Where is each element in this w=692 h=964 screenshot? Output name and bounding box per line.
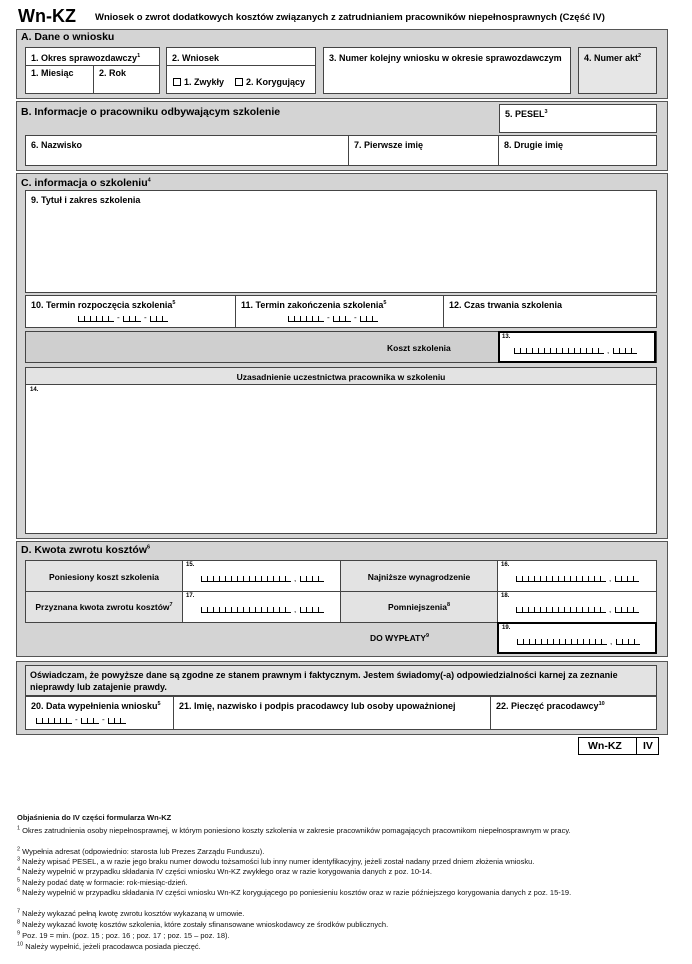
field-3-label: 3. Numer kolejny wniosku w okresie sprawozdawczym [329, 53, 562, 63]
note-5: $^5$ Należy podać datę w formacie: rok-miesiąc-dzień. [17, 877, 188, 887]
form-title: Wniosek o zwrot dodatkowych kosztów związanych z zatrudnianiem pracowników niepełnosprawnych (Część IV) [95, 12, 605, 23]
field-19-payout[interactable]: 19. , [497, 622, 657, 654]
field-7-label: 7. Pierwsze imię [354, 140, 424, 150]
field-3-sequence-number[interactable] [323, 47, 571, 94]
checkbox-regular-label: 1. Zwykły [184, 77, 225, 87]
field-12-label: 12. Czas trwania szkolenia [449, 300, 563, 310]
field-4-file-number[interactable]: 4. Numer akt$^2$ [578, 47, 657, 94]
section-b-title: B. Informacje o pracowniku odbywającym szkolenie [21, 106, 281, 118]
field-1-month-label: 1. Miesiąc [31, 68, 74, 78]
field-9-label: 9. Tytuł i zakres szkolenia [31, 195, 141, 205]
field-1-period[interactable]: 1. Okres sprawozdawczy$^1$ 1. Miesiąc 2. Rok [25, 47, 160, 94]
field-22-stamp[interactable]: 22. Pieczęć pracodawcy$^{10}$ [490, 696, 657, 730]
field-20-fill-date[interactable]: 20. Data wypełnienia wniosku$^5$ - - [25, 696, 174, 730]
payout-label: DO WYPŁATY [370, 633, 427, 643]
section-c-title: C. informacja o szkoleniu [21, 177, 148, 189]
field-8-label: 8. Drugie imię [504, 140, 564, 150]
footer-tag-part: IV [643, 740, 653, 752]
note-8: $^8$ Należy wykazać kwotę kosztów szkolenia, które zostały sfinansowane wnioskodawcy ze środków publicznych. [17, 919, 389, 929]
section-a-title: A. Dane o wniosku [21, 31, 115, 43]
field-7-first-name[interactable] [348, 135, 499, 166]
field-12-duration[interactable] [443, 295, 657, 328]
footer-tag-code: Wn-KZ [588, 740, 622, 752]
granted-amount-label: Przyznana kwota zwrotu kosztów [35, 602, 170, 612]
field-2-label: 2. Wniosek [172, 53, 220, 63]
field-14-justification[interactable]: 14. [25, 384, 657, 534]
note-6: $^6$ Należy wypełnić w przypadku składania IV części wniosku Wn-KZ korygującego po poniesieniu kosztów oraz w razie późniejszego korygowania danych z poz. 15-19. [17, 887, 572, 897]
field-6-label: 6. Nazwisko [31, 140, 83, 150]
field-22-label: 22. Pieczęć pracodawcy [496, 701, 599, 711]
field-17-granted-amount[interactable]: 17. , [182, 591, 341, 623]
note-1: $^1$ Okres zatrudnienia osoby niepełnosprawnej, w którym poniesiono koszty szkolenia w zakresie pracowników pomagających pracownikom niepełnosprawnym w pracy. [17, 825, 571, 835]
declaration-text-box [25, 665, 657, 696]
field-1-label: 1. Okres sprawozdawczy [31, 53, 138, 63]
note-2: $^2$ Wypełnia adresat (odpowiednio: starosta lub Prezes Zarządu Funduszu). [17, 846, 265, 856]
section-d-title: D. Kwota zwrotu kosztów [21, 544, 147, 556]
notes-title: Objaśnienia do IV części formularza Wn-KZ [17, 813, 172, 822]
field-5-pesel[interactable]: 5. PESEL$^3$ [499, 104, 657, 133]
field-6-surname[interactable] [25, 135, 349, 166]
field-21-label: 21. Imię, nazwisko i podpis pracodawcy lub osoby upoważnionej [179, 701, 456, 711]
form-code: Wn-KZ [18, 6, 76, 26]
field-18-reductions[interactable]: 18. , [497, 591, 657, 623]
declaration-text: Oświadczam, że powyższe dane są zgodne ze stanem prawnym i faktycznym. Jestem świadomy(-a) odpowiedzialności karnej za zeznanie nieprawdy lub zatajenie prawdy. [30, 670, 618, 692]
note-10: $^{10}$ Należy wypełnić, jeżeli pracodawca posiada pieczęć. [17, 941, 201, 951]
field-15-incurred-cost[interactable]: 15. , [182, 560, 341, 592]
checkbox-corrective-label: 2. Korygujący [246, 77, 306, 87]
reductions-label: Pomniejszenia [387, 602, 447, 612]
training-cost-label: Koszt szkolenia [387, 343, 451, 353]
field-9-training-title[interactable] [25, 190, 657, 293]
field-11-label: 11. Termin zakończenia szkolenia [241, 300, 384, 310]
minimum-wage-label: Najniższe wynagrodzenie [367, 572, 471, 582]
field-4-label: 4. Numer akt [584, 53, 639, 63]
note-7: $^7$ Należy wykazać pełną kwotę zwrotu kosztów wykazaną w umowie. [17, 908, 245, 918]
field-16-minimum-wage[interactable]: 16. , [497, 560, 657, 592]
field-13-cost[interactable]: 13. , [498, 331, 656, 363]
footer-tag [578, 737, 659, 755]
note-4: $^4$ Należy wypełnić w przypadku składania IV części wniosku Wn-KZ zwykłego oraz w razie korygowania danych z poz. 10-14. [17, 866, 432, 876]
checkbox-regular[interactable] [173, 78, 181, 86]
justification-label: Uzasadnienie uczestnictwa pracownika w szkoleniu [236, 372, 446, 382]
field-5-label: 5. PESEL [505, 109, 545, 119]
field-1-year-label: 2. Rok [99, 68, 127, 78]
incurred-cost-label: Poniesiony koszt szkolenia [48, 572, 160, 582]
checkbox-corrective[interactable] [235, 78, 243, 86]
field-10-start-date[interactable]: 10. Termin rozpoczęcia szkolenia$^5$ - - [25, 295, 236, 328]
field-10-label: 10. Termin rozpoczęcia szkolenia [31, 300, 173, 310]
note-3: $^3$ Należy wpisać PESEL, a w razie jego braku numer dowodu tożsamości lub inny numer identyfikacyjny, jeżeli został nadany przed dniem złożenia wniosku. [17, 856, 535, 866]
field-20-label: 20. Data wypełnienia wniosku [31, 701, 158, 711]
field-21-signature[interactable] [173, 696, 491, 730]
note-9: $^9$ Poz. 19 = min. (poz. 15 ; poz. 16 ; poz. 17 ; poz. 15 – poz. 18). [17, 930, 230, 940]
field-11-end-date[interactable]: 11. Termin zakończenia szkolenia$^5$ - - [235, 295, 444, 328]
field-2-request-type [166, 47, 316, 94]
field-8-second-name[interactable] [498, 135, 657, 166]
